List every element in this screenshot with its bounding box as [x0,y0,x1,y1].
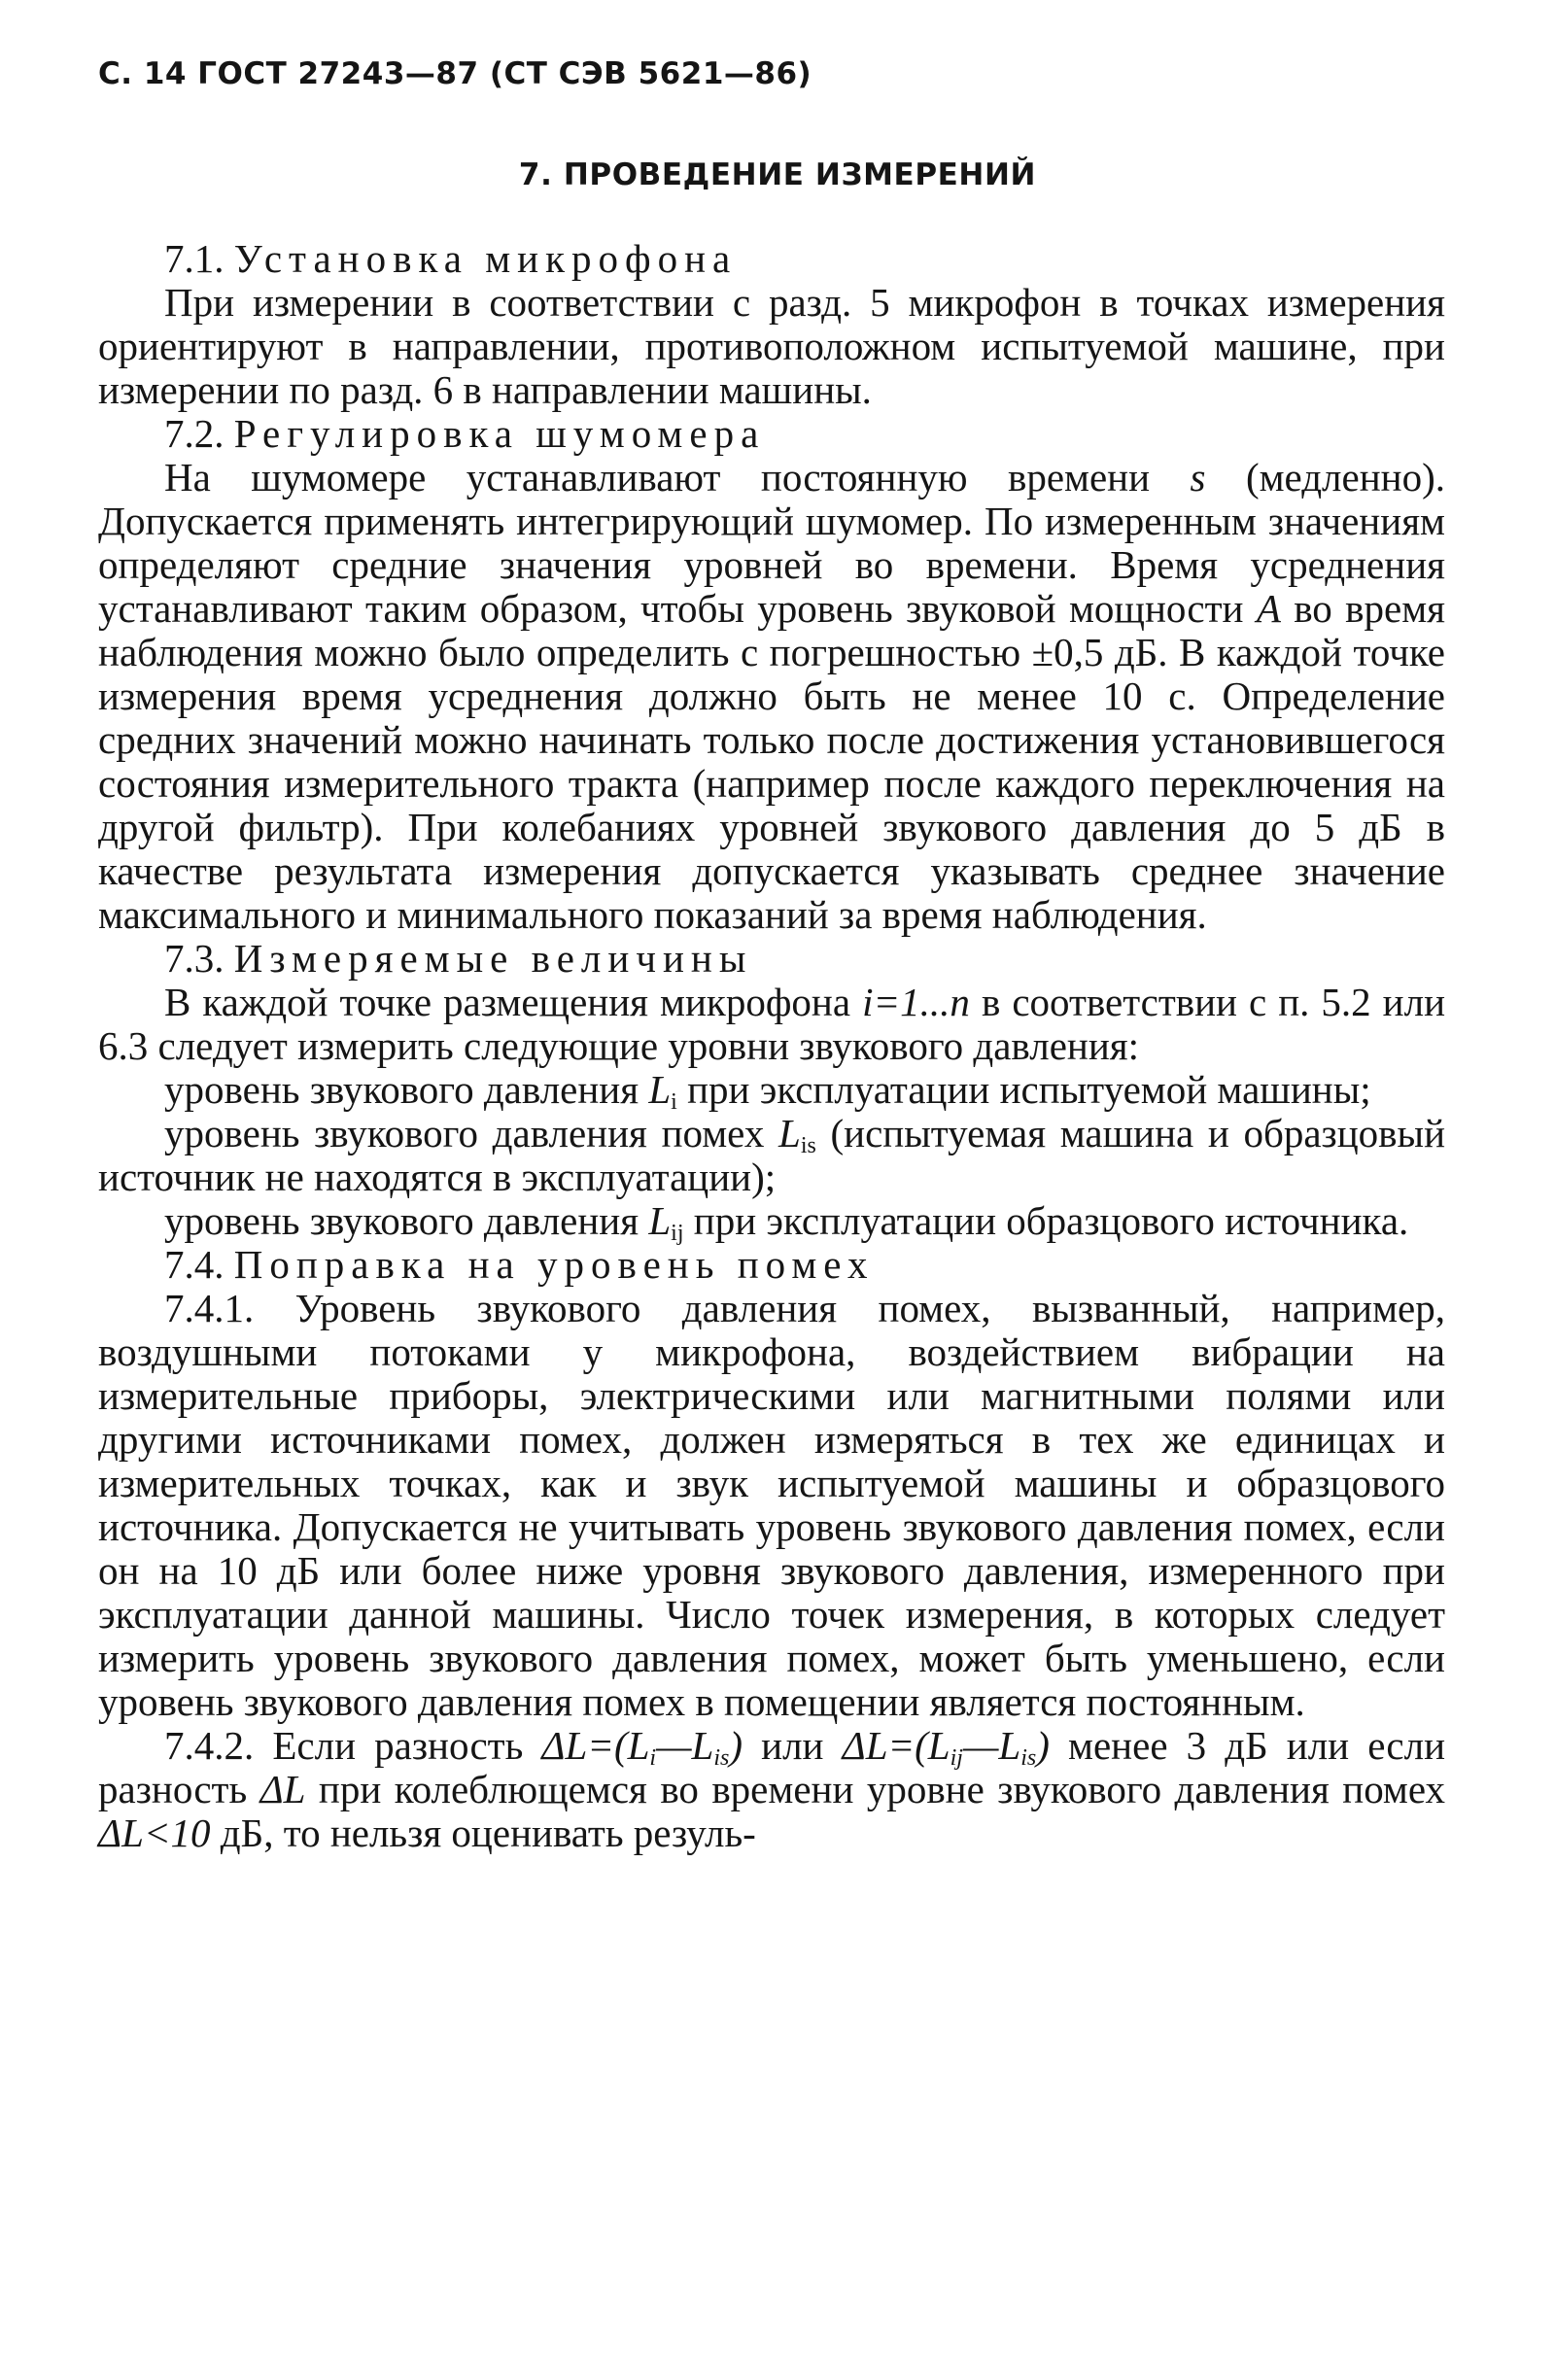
formula-delta-l-1: $\Delta L=(L_i—L_{is})$ [541,1723,743,1771]
subsection-7-4-heading [98,1243,1445,1287]
text-run: менее 3 дБ или если разность [98,1723,1446,1811]
measured-level-item [98,1112,1445,1199]
symbol-l: L [648,1067,672,1112]
subsection-7-3-heading [98,937,1445,981]
subsection-number: 7.4. [164,1242,225,1287]
text-run: (медленно). Допускается применять интегрирующий шумомер. По измеренным значениям определяют средние значения уровней во времени. Время усреднения устанавливают таким образом, чтобы уровень звуковой мощности [98,455,1445,631]
index-expression: i=1...n [862,980,970,1024]
measured-level-item [98,1198,1445,1246]
document-body [98,237,1445,1855]
formula-delta-l-limit: ΔL<10 [98,1811,211,1855]
text-run: дБ, то нельзя оценивать резуль- [220,1811,756,1855]
text-run: при эксплуатации испытуемой машины; [687,1067,1371,1112]
text-run: при эксплуатации образцового источника. [693,1198,1409,1243]
text-run: В каждой точке размещения микрофона [164,980,851,1024]
text-run: в соответствии с п. 5.2 или 6.3 следует измерить следующие уровни звукового давления: [98,980,1446,1068]
measured-level-item [98,1067,1445,1115]
symbol-l: L [648,1198,672,1243]
subsection-title: Установка микрофона [233,236,738,281]
subsection-number: 7.1. [164,236,225,281]
symbol-s: s [1190,455,1206,500]
formula-delta-l-2: $\Delta L=(L_{ij}—L_{is})$ [842,1723,1050,1771]
text-run: уровень звукового давления помех [164,1111,765,1156]
subsection-number: 7.3. [164,936,225,981]
formula-delta-l: ΔL [259,1767,306,1811]
text-run: уровень звукового давления [164,1067,639,1112]
subsection-7-1-heading [98,237,1445,281]
text-run: 7.4.2. Если разность [164,1723,524,1768]
text-run: (испытуемая машина и образцовый источник не находятся в эксплуатации); [98,1111,1446,1199]
text-run: уровень звукового давления [164,1198,639,1243]
subsection-7-1-text: При измерении в соответствии с разд. 5 микрофон в точках измерения ориентируют в направлении, противоположном испытуемой машине, при измерении по разд. 6 в направлении машины. [98,280,1445,412]
symbol-a: A [1256,586,1281,631]
symbol-l: L [778,1111,801,1156]
section-title: 7. ПРОВЕДЕНИЕ ИЗМЕРЕНИЙ [518,157,1037,192]
subsection-number: 7.2. [164,411,225,456]
subsection-7-2-heading [98,412,1445,456]
subsection-7-2-text [98,456,1445,937]
subscript: is [800,1133,816,1158]
subsection-7-3-intro [98,981,1445,1068]
text-run: во время наблюдения можно было определить с погрешностью ±0,5 дБ. В каждой точке измерения время усреднения должно быть не менее 10 с. Определение средних значений можно начинать только после достижения установившегося состояния измерительного тракта (например после каждого переключения на другой фильтр). При колебаниях уровней звукового давления до 5 дБ в качестве результата измерения допускается указывать среднее значение максимального и минимального показаний за время наблюдения. [98,586,1445,937]
clause-7-4-1: 7.4.1. Уровень звукового давления помех, вызванный, например, воздушными потоками у микрофона, воздействием вибрации на измерительные приборы, электрическими или магнитными полями или другими источниками помех, должен измеряться в тех же единицах и измерительных точках, как и звук испытуемой машины и образцового источника. Допускается не учитывать уровень звукового давления помех, если он на 10 дБ или более ниже уровня звукового давления, измеренного при эксплуатации данной машины. Число точек измерения, в которых следует измерить уровень звукового давления помех, может быть уменьшено, если уровень звукового давления помех в помещении является постоянным. [98,1286,1445,1724]
text-run: На шумомере устанавливают постоянную времени [164,455,1151,500]
subsection-title: Регулировка шумомера [233,411,766,456]
text-run: или [761,1723,824,1768]
subsection-title: Измеряемые величины [233,936,753,981]
page-header: С. 14 ГОСТ 27243—87 (СТ СЭВ 5621—86) [98,56,812,91]
clause-7-4-2 [98,1724,1445,1855]
text-run: при колеблющемся во времени уровне звукового давления помех [318,1767,1446,1811]
subscript: i [671,1089,677,1115]
subsection-title: Поправка на уровень помех [233,1242,875,1287]
subscript: ij [671,1221,684,1246]
